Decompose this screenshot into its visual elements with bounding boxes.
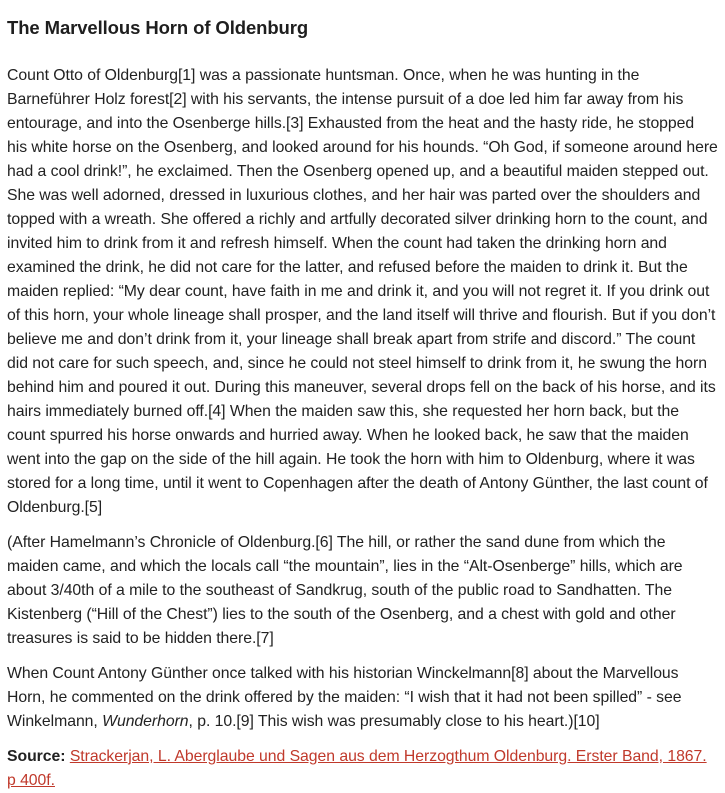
page-title: The Marvellous Horn of Oldenburg	[7, 17, 309, 38]
note-text-after: , p. 10.[9] This wish was presumably close to his heart.)[10]	[188, 713, 600, 730]
commentary-paragraph: (After Hamelmann’s Chronicle of Oldenburg.[6] The hill, or rather the sand dune from which the maiden came, and which the locals call “the mountain”, lies in the “Alt-Osenberge” hills, which are about 3/40th of a mile to the southeast of Sandkrug, south of the public road to Sandhatten. The Kistenberg (“Hill of the Chest”) lies to the south of the Osenberg, and a chest with gold and other treasures is said to be hidden there.[7]	[7, 534, 683, 647]
note-text-before: When Count Antony Günther once talked with his historian Winckelmann[8] about the Marvellous Horn, he commented on the drink offered by the maiden: “I wish that it had not been spilled” - see Winkelmann,	[7, 665, 682, 730]
source-label: Source:	[7, 748, 66, 765]
source-line	[7, 745, 718, 793]
source-link[interactable]: Strackerjan, L. Aberglaube und Sagen aus dem Herzogthum Oldenburg. Erster Band, 1867. p 400f.	[7, 748, 707, 789]
note-paragraph	[7, 662, 718, 734]
story-paragraph: Count Otto of Oldenburg[1] was a passionate huntsman. Once, when he was hunting in the Barneführer Holz forest[2] with his servants, the intense pursuit of a doe led him far away from his entourage, and into the Osenberge hills.[3] Exhausted from the heat and the hasty ride, he stopped his white horse on the Osenberg, and looked around for his hounds. “Oh God, if someone around here had a cool drink!”, he exclaimed. Then the Osenberg opened up, and a beautiful maiden stepped out. She was well adorned, dressed in luxurious clothes, and her hair was parted over the shoulders and topped with a wreath. She offered a richly and artfully decorated silver drinking horn to the count, and invited him to drink from it and refresh himself. When the count had taken the drinking horn and examined the drink, he did not care for the latter, and refused before the maiden to drink it. But the maiden replied: “My dear count, have faith in me and drink it, and you will not regret it. If you drink out of this horn, your whole lineage shall prosper, and the land itself will thrive and flourish. But if you don’t believe me and don’t drink from it, your lineage shall break apart from strife and discord.” The count did not care for such speech, and, since he could not steel himself to drink from it, he swung the horn behind him and poured it out. During this maneuver, several drops fell on the back of his horse, and its hairs immediately burned off.[4] When the maiden saw this, she requested her horn back, but the count spurred his horse onwards and hurried away. When he looked back, he saw that the maiden went into the gap on the side of the hill again. He took the horn with him to Oldenburg, where it was stored for a long time, until it went to Copenhagen after the death of Antony Günther, the last count of Oldenburg.[5]	[7, 67, 718, 516]
note-emphasis: Wunderhorn	[102, 713, 189, 730]
